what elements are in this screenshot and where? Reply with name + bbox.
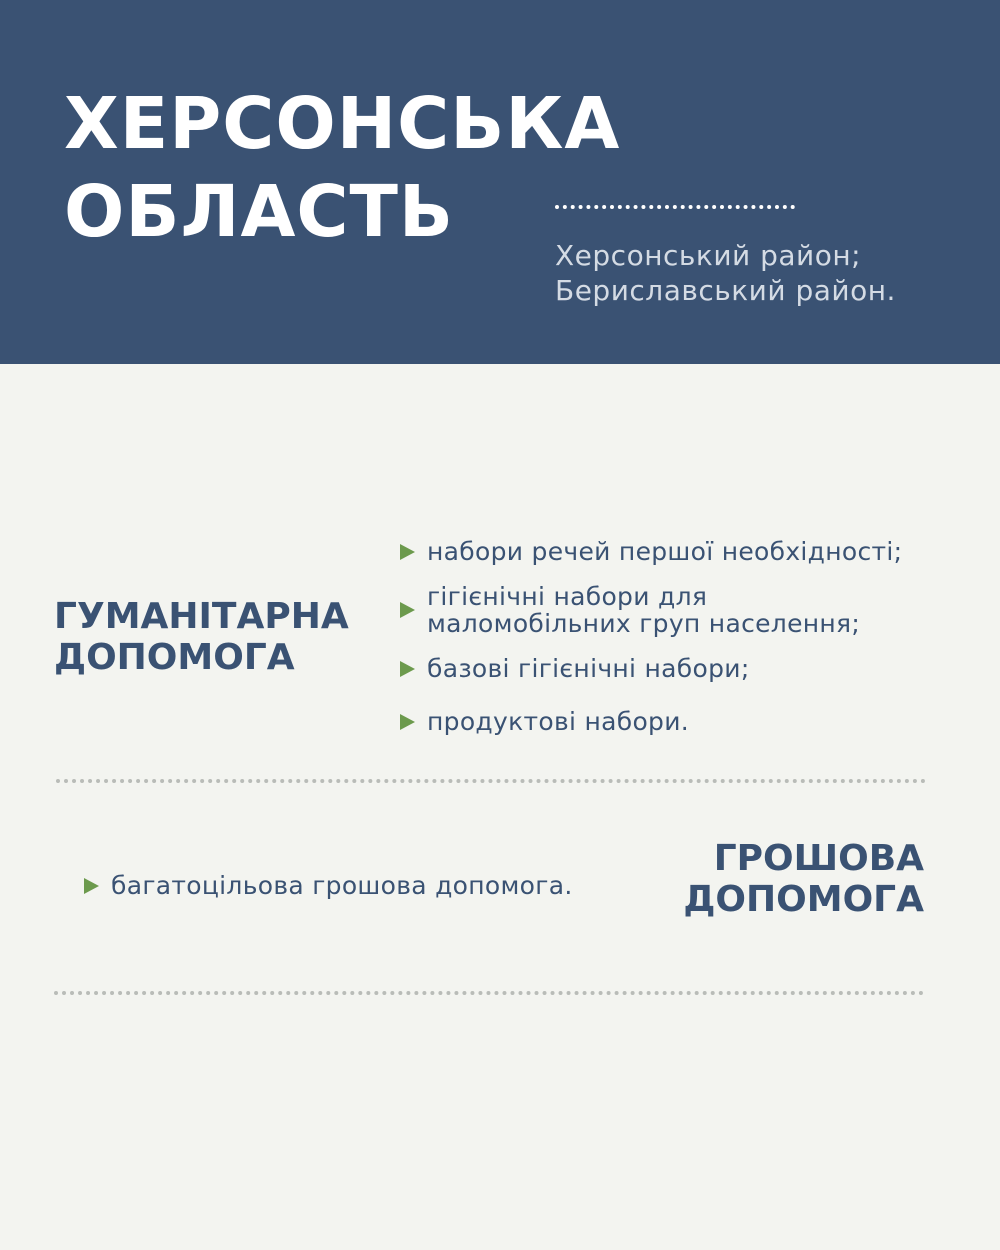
dotted-divider — [56, 779, 926, 783]
list-item-text — [427, 583, 860, 637]
heading-line: ДОПОМОГА — [683, 879, 924, 920]
heading-line: ГРОШОВА — [713, 838, 924, 879]
header-banner — [0, 0, 1000, 364]
cash-aid-list — [84, 870, 644, 902]
district-item: Бериславський район. — [555, 274, 896, 307]
region-title — [64, 80, 684, 256]
list-item — [400, 655, 750, 682]
list-item — [400, 583, 860, 637]
list-item-line: базові гігієнічні набори; — [427, 654, 750, 683]
humanitarian-aid-heading — [54, 596, 349, 678]
list-item-text — [111, 872, 573, 899]
heading-line: ДОПОМОГА — [54, 637, 295, 678]
humanitarian-aid-list — [400, 536, 990, 746]
list-item-line: багатоцільова грошова допомога. — [111, 871, 573, 900]
district-list — [555, 238, 985, 308]
list-item-text — [427, 655, 750, 682]
dotted-divider — [54, 991, 924, 995]
list-item-line: набори речей першої необхідності; — [427, 537, 903, 566]
list-item-line: маломобільних груп населення; — [427, 609, 861, 638]
heading-line: ГУМАНІТАРНА — [54, 596, 349, 637]
region-title-line: ХЕРСОНСЬКА — [64, 82, 621, 165]
cash-aid-heading — [683, 838, 924, 920]
header-dotted-divider — [555, 205, 795, 209]
region-title-line: ОБЛАСТЬ — [64, 170, 455, 253]
arrow-bullet-icon — [400, 714, 415, 730]
list-item-line: продуктові набори. — [427, 707, 690, 736]
list-item-line: гігієнічні набори для — [427, 582, 708, 611]
list-item-text — [427, 538, 902, 565]
arrow-bullet-icon — [400, 661, 415, 677]
list-item-text — [427, 708, 689, 735]
list-item — [84, 872, 573, 899]
list-item — [400, 538, 902, 565]
arrow-bullet-icon — [400, 544, 415, 560]
district-item: Херсонський район; — [555, 239, 862, 272]
list-item — [400, 708, 689, 735]
arrow-bullet-icon — [400, 602, 415, 618]
arrow-bullet-icon — [84, 878, 99, 894]
